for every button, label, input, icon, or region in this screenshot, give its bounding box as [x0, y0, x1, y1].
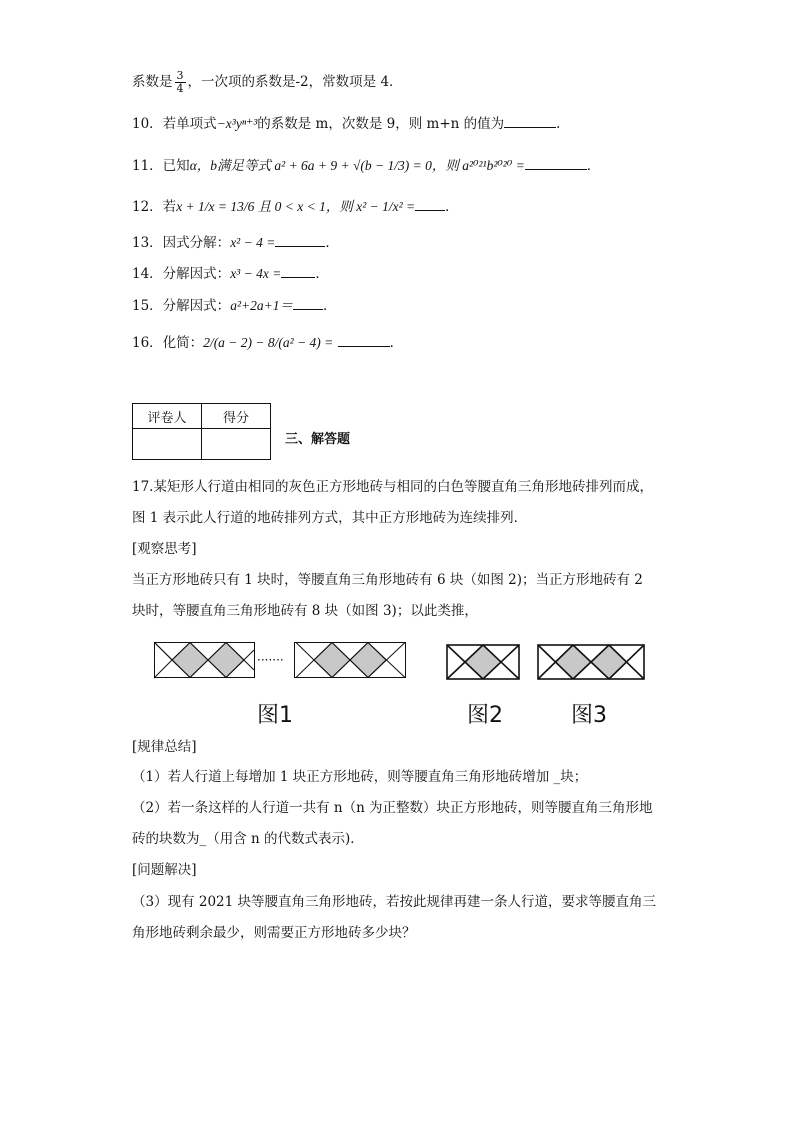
question-14: 14．分解因式：x³ − 4x = ． — [132, 266, 329, 282]
grader-header: 评卷人 — [133, 404, 202, 429]
answer-blank — [275, 234, 325, 247]
rule-heading: [规律总结] — [132, 739, 197, 755]
q17-line-3: 当正方形地砖只有 1 块时，等腰直角三角形地砖有 6 块（如图 2)；当正方形地砖有 2 — [132, 572, 643, 588]
answer-blank — [504, 115, 556, 128]
answer-blank — [281, 265, 315, 278]
part-1: （1）若人行道上每增加 1 块正方形地砖，则等腰直角三角形地砖增加 _块； — [132, 769, 588, 785]
part-3-line-1: （3）现有 2021 块等腰直角三角形地砖，若按此规律再建一条人行道，要求等腰直角三 — [132, 894, 657, 910]
figure-3 — [537, 644, 645, 682]
grader-cell — [133, 429, 202, 460]
question-16: 16．化简：2/(a − 2) − 8/(a² − 4) = ． — [132, 335, 404, 351]
grading-table — [132, 403, 271, 460]
figure-3-label: 图3 — [571, 703, 607, 728]
q17-line-1: 17.某矩形人行道由相同的灰色正方形地砖与相同的白色等腰直角三角形地砖排列而成， — [132, 479, 653, 495]
score-header: 得分 — [202, 404, 271, 429]
part-2-line-1: （2）若一条这样的人行道一共有 n（n 为正整数）块正方形地砖，则等腰直角三角形地 — [132, 800, 653, 816]
fraction: $\frac{3}{4}$ — [176, 69, 184, 95]
answer-blank — [525, 157, 587, 170]
figure-1-label: 图1 — [257, 703, 293, 728]
answer-blank — [293, 297, 323, 310]
question-12: 12．若x + 1/x = 13/6 且 0 < x < 1，则 x² − 1/x² = ． — [132, 199, 459, 215]
figure-2-label: 图2 — [467, 703, 503, 728]
score-cell — [202, 429, 271, 460]
figure-2 — [446, 644, 520, 682]
question-11: 11．已知α，b满足等式 a² + 6a + 9 + √(b − 1/3) = 0，则 a²⁰²¹b²⁰²⁰ = ． — [132, 158, 601, 174]
figure-1 — [154, 642, 406, 682]
section-title: 三、解答题 — [285, 432, 351, 447]
line-coefficient: 系数是 $\frac{3}{4}$ ，一次项的系数是-2，常数项是 4． — [132, 69, 403, 95]
question-15: 15．分解因式：a²+2a+1＝ ． — [132, 298, 337, 314]
solve-heading: [问题解决] — [132, 862, 197, 878]
q17-line-2: 图 1 表示此人行道的地砖排列方式，其中正方形地砖为连续排列． — [132, 510, 528, 526]
answer-blank — [415, 198, 445, 211]
svg-text:·······: ······· — [257, 653, 284, 667]
q17-line-4: 块时，等腰直角三角形地砖有 8 块（如图 3)；以此类推， — [132, 603, 478, 619]
part-3-line-2: 角形地砖剩余最少，则需要正方形地砖多少块？ — [132, 925, 416, 941]
part-2-line-2: 砖的块数为_（用含 n 的代数式表示)． — [132, 831, 364, 847]
answer-blank — [338, 334, 390, 347]
observe-heading: [观察思考] — [132, 541, 197, 557]
question-13: 13．因式分解：x² − 4 = ． — [132, 235, 339, 251]
question-10: 10．若单项式−x³yⁿ⁺³的系数是 m，次数是 9，则 m+n 的值为 ． — [132, 116, 570, 132]
